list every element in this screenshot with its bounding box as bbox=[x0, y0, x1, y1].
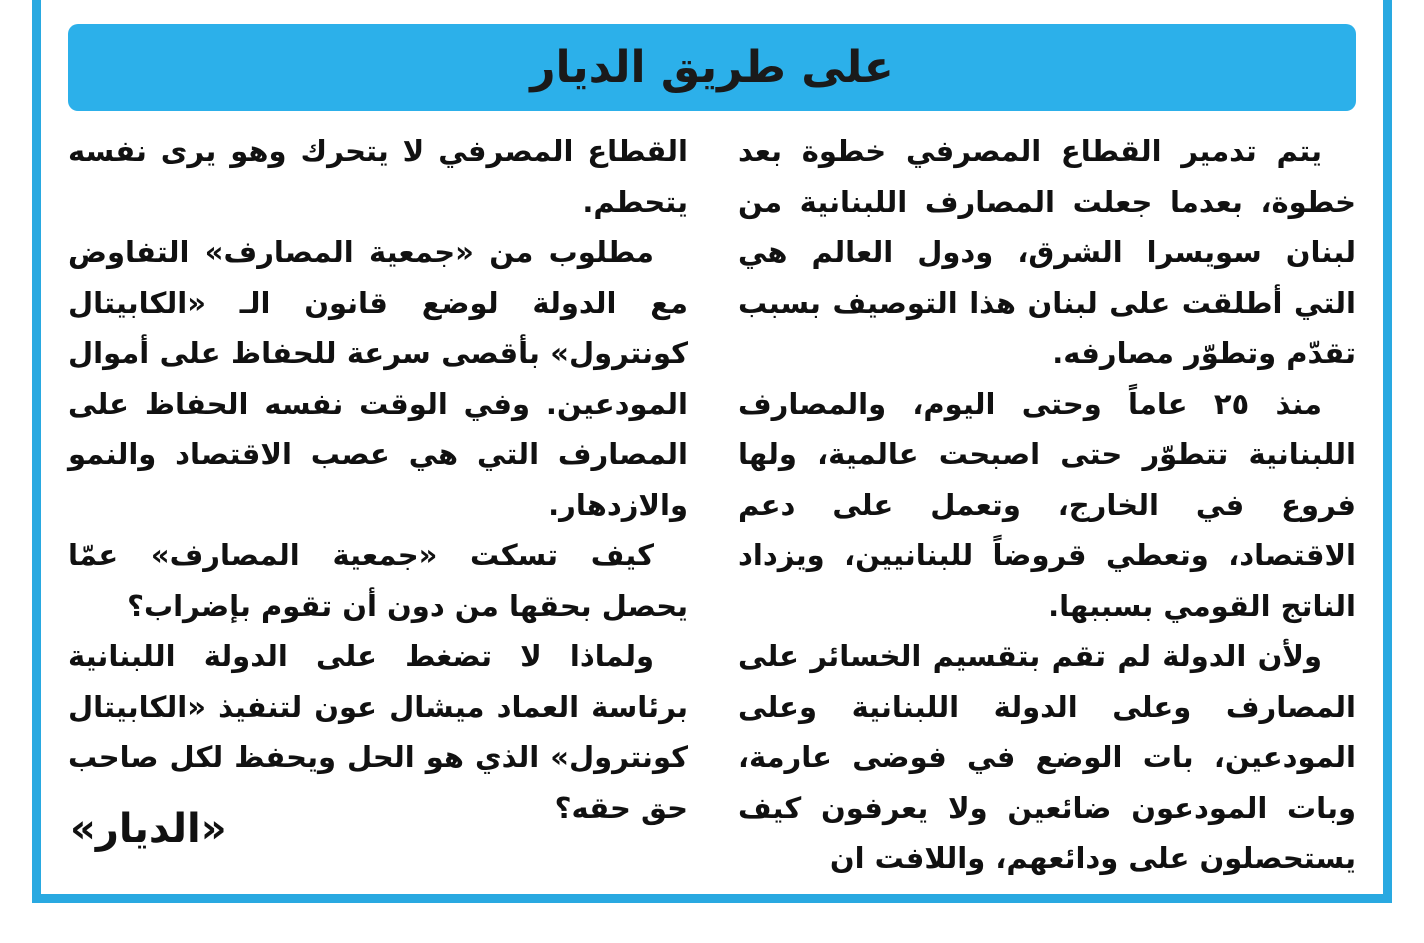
right-column bbox=[738, 126, 1356, 884]
headline-bar bbox=[68, 24, 1356, 111]
left-column bbox=[68, 126, 688, 833]
article-headline: على طريق الديار bbox=[530, 42, 894, 93]
paragraph: القطاع المصرفي لا يتحرك وهو يرى نفسه يتحطم. bbox=[68, 134, 688, 219]
paragraph: ولماذا لا تضغط على الدولة اللبنانية برئاسة العماد ميشال عون لتنفيذ «الكابيتال كونترول» الذي هو الحل ويحفظ لكل صاحب حق حقه؟ bbox=[68, 639, 688, 825]
paragraph: منذ ٢٥ عاماً وحتى اليوم، والمصارف اللبنانية تتطوّر حتى اصبحت عالمية، ولها فروع في الخارج، وتعمل على دعم الاقتصاد، وتعطي قروضاً للبنانيين، ويزداد الناتج القومي بسببها. bbox=[738, 386, 1356, 623]
paragraph: ولأن الدولة لم تقم بتقسيم الخسائر على المصارف وعلى الدولة اللبنانية وعلى المودعين، بات الوضع في فوضى عارمة، وبات المودعون ضائعين ولا يعرفون كيف يستحصلون على ودائعهم، واللافت ان bbox=[738, 639, 1356, 875]
paragraph: يتم تدمير القطاع المصرفي خطوة بعد خطوة، بعدما جعلت المصارف اللبنانية من لبنان سويسرا الشرق، ودول العالم هي التي أطلقت على لبنان هذا التوصيف بسبب تقدّم وتطوّر مصارفه. bbox=[738, 134, 1356, 370]
article-signature: «الديار» bbox=[70, 806, 227, 852]
paragraph: مطلوب من «جمعية المصارف» التفاوض مع الدولة لوضع قانون الـ «الكابيتال كونترول» بأقصى سرعة للحفاظ على أموال المودعين. وفي الوقت نفسه الحفاظ على المصارف التي هي عصب الاقتصاد والنمو والازدهار. bbox=[68, 235, 688, 522]
paragraph: كيف تسكت «جمعية المصارف» عمّا يحصل بحقها من دون أن تقوم بإضراب؟ bbox=[68, 538, 688, 623]
